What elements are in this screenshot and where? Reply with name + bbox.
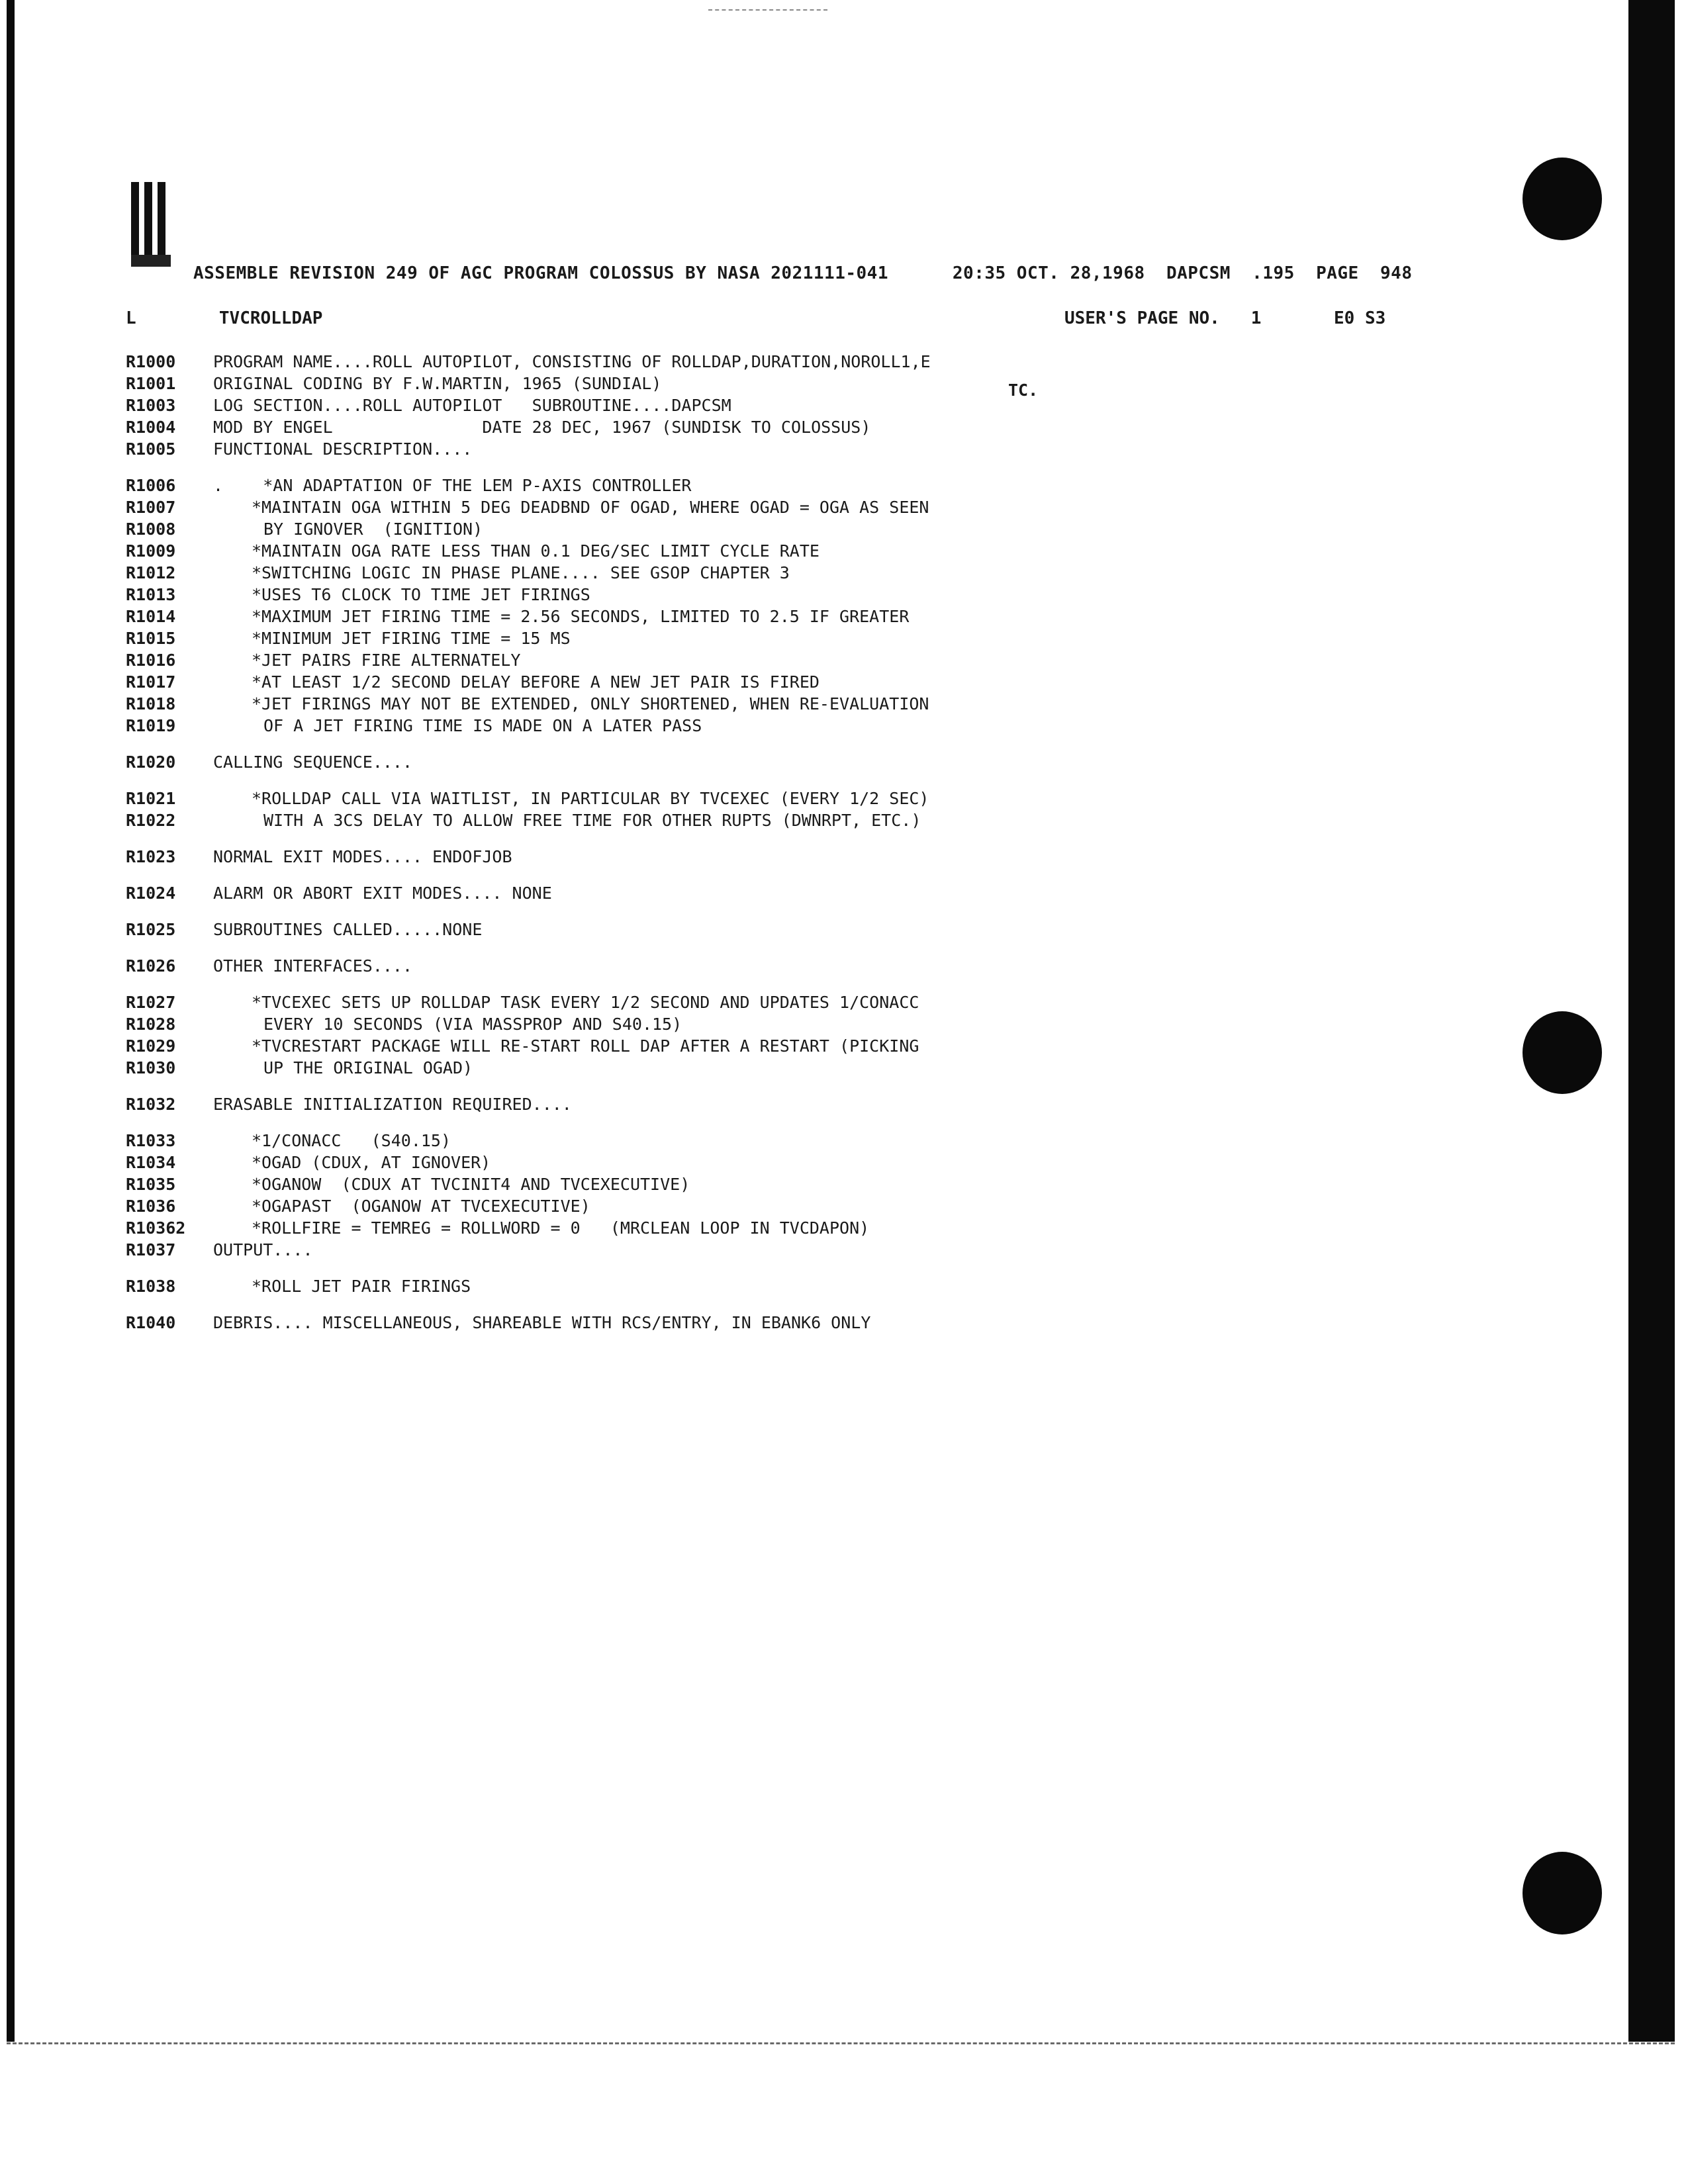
line-text: *TVCRESTART PACKAGE WILL RE-START ROLL DAP AFTER A RESTART (PICKING <box>252 1036 919 1056</box>
listing-line <box>126 1093 1039 1115</box>
line-text: ORIGINAL CODING BY F.W.MARTIN, 1965 (SUNDIAL) <box>213 374 662 393</box>
line-text: *OGANOW (CDUX AT TVCINIT4 AND TVCEXECUTIVE) <box>252 1175 690 1194</box>
line-number: R1019 <box>126 716 176 735</box>
punch-hole-top <box>1523 158 1602 240</box>
line-number: R1037 <box>126 1240 176 1259</box>
listing-line <box>126 475 1039 496</box>
line-text: WITH A 3CS DELAY TO ALLOW FREE TIME FOR OTHER RUPTS (DWNRPT, ETC.) <box>263 811 921 830</box>
line-number: R1040 <box>126 1313 176 1332</box>
line-number: R1022 <box>126 811 176 830</box>
line-text: DEBRIS.... MISCELLANEOUS, SHAREABLE WITH RCS/ENTRY, IN EBANK6 ONLY <box>213 1313 871 1332</box>
line-text: ERASABLE INITIALIZATION REQUIRED.... <box>213 1095 572 1114</box>
line-text: *ROLLFIRE = TEMREG = ROLLWORD = 0 (MRCLEAN LOOP IN TVCDAPON) <box>252 1218 870 1238</box>
page-header: ASSEMBLE REVISION 249 OF AGC PROGRAM COLOSSUS BY NASA 2021111-041 20:35 OCT. 28,1968 DAPCSM .195 PAGE 948 <box>193 263 1413 283</box>
line-number: R1008 <box>126 520 176 539</box>
line-text: *SWITCHING LOGIC IN PHASE PLANE.... SEE GSOP CHAPTER 3 <box>252 563 790 582</box>
line-text: *JET PAIRS FIRE ALTERNATELY <box>252 651 521 670</box>
listing-line <box>126 788 1039 809</box>
listing-line <box>126 584 1039 606</box>
listing-line <box>126 1275 1039 1297</box>
top-scan-artifact <box>708 9 827 11</box>
line-number: R1033 <box>126 1131 176 1150</box>
line-number: R1028 <box>126 1015 176 1034</box>
line-text: *MAXIMUM JET FIRING TIME = 2.56 SECONDS, LIMITED TO 2.5 IF GREATER <box>252 607 910 626</box>
line-text: *TVCEXEC SETS UP ROLLDAP TASK EVERY 1/2 SECOND AND UPDATES 1/CONACC <box>252 993 919 1012</box>
right-scan-edge <box>1628 0 1675 2042</box>
line-number: R1018 <box>126 694 176 713</box>
listing-line <box>126 671 1039 693</box>
line-text: *JET FIRINGS MAY NOT BE EXTENDED, ONLY SHORTENED, WHEN RE-EVALUATION <box>252 694 929 713</box>
punch-hole-bottom <box>1523 1852 1602 1934</box>
listing-line <box>126 1152 1039 1173</box>
program-listing <box>126 351 1039 1334</box>
line-number: R1034 <box>126 1153 176 1172</box>
line-number: R1035 <box>126 1175 176 1194</box>
listing-line <box>126 1217 1039 1239</box>
line-number: R1027 <box>126 993 176 1012</box>
listing-line <box>126 715 1039 737</box>
line-text: SUBROUTINES CALLED.....NONE <box>213 920 483 939</box>
listing-line <box>126 1173 1039 1195</box>
listing-line <box>126 1057 1039 1079</box>
listing-line <box>126 606 1039 627</box>
line-number: R10362 <box>126 1218 186 1238</box>
line-number: R1038 <box>126 1277 176 1296</box>
line-text: OTHER INTERFACES.... <box>213 956 413 976</box>
line-text: *AT LEAST 1/2 SECOND DELAY BEFORE A NEW JET PAIR IS FIRED <box>252 672 820 692</box>
listing-line <box>126 919 1039 940</box>
line-number: R1026 <box>126 956 176 976</box>
line-text: *MAINTAIN OGA RATE LESS THAN 0.1 DEG/SEC LIMIT CYCLE RATE <box>252 541 820 561</box>
listing-line <box>126 693 1039 715</box>
line-text: *1/CONACC (S40.15) <box>252 1131 451 1150</box>
listing-line <box>126 955 1039 977</box>
listing-line <box>126 809 1039 831</box>
line-number: R1015 <box>126 629 176 648</box>
line-text: *OGAD (CDUX, AT IGNOVER) <box>252 1153 491 1172</box>
line-text: *ROLL JET PAIR FIRINGS <box>252 1277 471 1296</box>
listing-line <box>126 416 1039 438</box>
listing-line <box>126 627 1039 649</box>
line-number: R1029 <box>126 1036 176 1056</box>
line-number: R1009 <box>126 541 176 561</box>
line-number: R1000 <box>126 352 176 371</box>
listing-line <box>126 751 1039 773</box>
line-number: R1025 <box>126 920 176 939</box>
line-text: FUNCTIONAL DESCRIPTION.... <box>213 439 473 459</box>
line-number: R1032 <box>126 1095 176 1114</box>
listing-line <box>126 649 1039 671</box>
line-number: R1021 <box>126 789 176 808</box>
line-text: BY IGNOVER (IGNITION) <box>263 520 483 539</box>
listing-line <box>126 882 1039 904</box>
line-text: *USES T6 CLOCK TO TIME JET FIRINGS <box>252 585 590 604</box>
listing-line <box>126 846 1039 868</box>
section-marker: L <box>126 308 136 328</box>
line-number: R1007 <box>126 498 176 517</box>
line-text: NORMAL EXIT MODES.... ENDOFJOB <box>213 847 512 866</box>
line-number: R1024 <box>126 884 176 903</box>
binder-mark-icon <box>131 182 171 267</box>
listing-line <box>126 1312 1039 1334</box>
listing-line <box>126 991 1039 1013</box>
listing-line <box>126 496 1039 518</box>
line-number: R1036 <box>126 1197 176 1216</box>
line-text: *OGAPAST (OGANOW AT TVCEXECUTIVE) <box>252 1197 590 1216</box>
listing-line <box>126 1239 1039 1261</box>
listing-line <box>126 373 1039 400</box>
line-text: PROGRAM NAME....ROLL AUTOPILOT, CONSISTING OF ROLLDAP,DURATION,NOROLL1,E <box>213 352 931 371</box>
line-text: . *AN ADAPTATION OF THE LEM P-AXIS CONTROLLER <box>213 476 692 495</box>
listing-line <box>126 540 1039 562</box>
line-text: UP THE ORIGINAL OGAD) <box>263 1058 473 1077</box>
line-number: R1030 <box>126 1058 176 1077</box>
line-number: R1020 <box>126 752 176 772</box>
line-number: R1014 <box>126 607 176 626</box>
line-number: R1001 <box>126 374 176 393</box>
line-number: R1006 <box>126 476 176 495</box>
line-number: R1012 <box>126 563 176 582</box>
line-number: R1016 <box>126 651 176 670</box>
listing-line <box>126 351 1039 373</box>
line-text: MOD BY ENGEL DATE 28 DEC, 1967 (SUNDISK TO COLOSSUS) <box>213 418 871 437</box>
line-number: R1017 <box>126 672 176 692</box>
listing-line <box>126 394 1039 416</box>
user-page-number: USER'S PAGE NO. 1 E0 S3 <box>1064 308 1386 328</box>
line-text: ALARM OR ABORT EXIT MODES.... NONE <box>213 884 552 903</box>
punch-hole-middle <box>1523 1011 1602 1094</box>
section-heading <box>126 308 322 328</box>
line-number: R1003 <box>126 396 176 415</box>
line-text: *MINIMUM JET FIRING TIME = 15 MS <box>252 629 571 648</box>
line-text: CALLING SEQUENCE.... <box>213 752 413 772</box>
bottom-scan-edge <box>7 2042 1675 2044</box>
line-text: LOG SECTION....ROLL AUTOPILOT SUBROUTINE....DAPCSM <box>213 396 731 415</box>
listing-line <box>126 1130 1039 1152</box>
line-number: R1005 <box>126 439 176 459</box>
listing-line <box>126 518 1039 540</box>
line-text: EVERY 10 SECONDS (VIA MASSPROP AND S40.15) <box>263 1015 682 1034</box>
line-number: R1004 <box>126 418 176 437</box>
line-continuation: TC. <box>1008 381 1039 400</box>
line-text: *ROLLDAP CALL VIA WAITLIST, IN PARTICULAR BY TVCEXEC (EVERY 1/2 SEC) <box>252 789 929 808</box>
line-text: OF A JET FIRING TIME IS MADE ON A LATER PASS <box>263 716 702 735</box>
section-title: TVCROLLDAP <box>218 308 323 328</box>
left-scan-edge <box>7 0 15 2042</box>
listing-line <box>126 1035 1039 1057</box>
listing-line <box>126 562 1039 584</box>
listing-line <box>126 1013 1039 1035</box>
line-text: OUTPUT.... <box>213 1240 313 1259</box>
listing-line <box>126 1195 1039 1217</box>
line-number: R1013 <box>126 585 176 604</box>
line-text: *MAINTAIN OGA WITHIN 5 DEG DEADBND OF OGAD, WHERE OGAD = OGA AS SEEN <box>252 498 929 517</box>
line-number: R1023 <box>126 847 176 866</box>
listing-line <box>126 438 1039 460</box>
